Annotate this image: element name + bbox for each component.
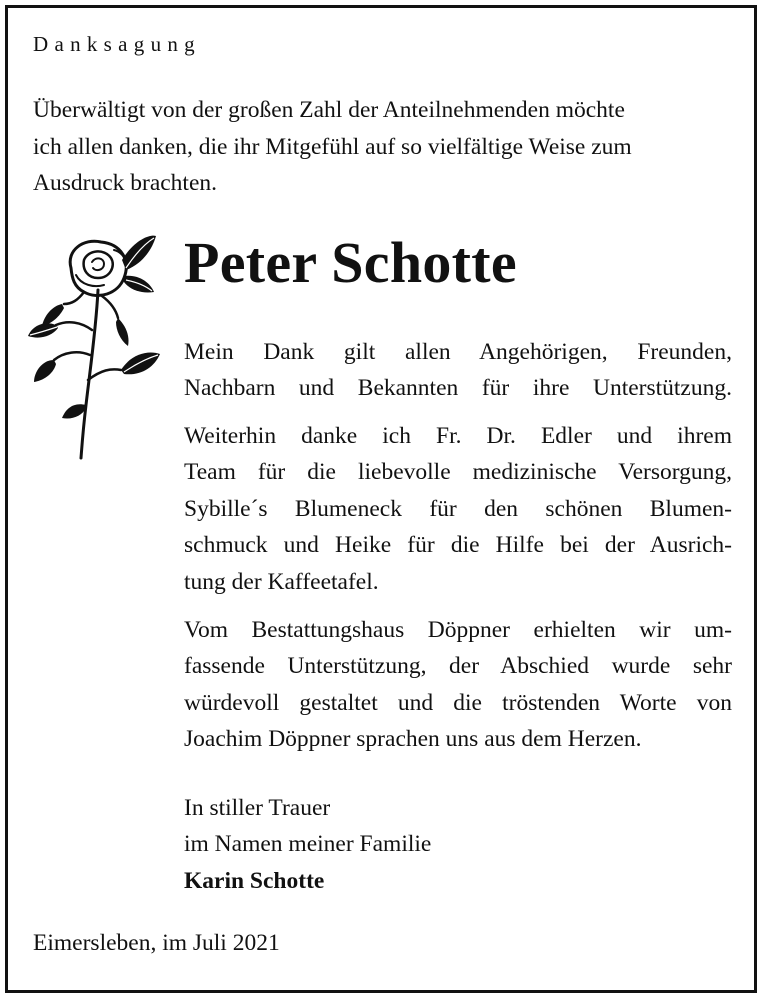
deceased-name: Peter Schotte xyxy=(184,230,517,295)
signatory-name: Karin Schotte xyxy=(184,867,325,894)
thanks-paragraph-2 xyxy=(184,418,732,600)
paragraph-line: Nachbarn und Bekannten für ihre Unterstützung. xyxy=(184,375,732,402)
thanks-paragraph-3 xyxy=(184,612,732,758)
paragraph-line: Mein Dank gilt allen Angehörigen, Freunden, xyxy=(184,339,732,365)
paragraph-line: Sybille´s Blumeneck für den schönen Blumen- xyxy=(184,495,732,522)
paragraph-line: schmuck und Heike für die Hilfe bei der Ausrich- xyxy=(184,532,732,559)
intro-line: Überwältigt von der großen Zahl der Anteilnehmenden möchte xyxy=(33,97,625,123)
paragraph-line: Vom Bestattungshaus Döppner erhielten wir um- xyxy=(184,617,732,643)
paragraph-line: tung der Kaffeetafel. xyxy=(184,568,379,595)
closing-line: In stiller Trauer xyxy=(184,795,331,821)
paragraph-line: würdevoll gestaltet und die tröstenden Worte von xyxy=(184,689,732,716)
paragraph-line: fassende Unterstützung, der Abschied wurde sehr xyxy=(184,653,732,680)
paragraph-line: Team für die liebevolle medizinische Versorgung, xyxy=(184,459,732,486)
intro-text xyxy=(33,92,733,202)
paragraph-line: Joachim Döppner sprachen uns aus dem Herzen. xyxy=(184,726,642,753)
place-date: Eimersleben, im Juli 2021 xyxy=(33,930,280,956)
notice-heading: Danksagung xyxy=(33,32,201,56)
thanks-paragraph-1 xyxy=(184,334,732,407)
closing-line: im Namen meiner Familie xyxy=(184,831,432,858)
paragraph-line: Weiterhin danke ich Fr. Dr. Edler und ihrem xyxy=(184,423,732,449)
closing-block xyxy=(184,790,431,899)
intro-line: ich allen danken, die ihr Mitgefühl auf so vielfältige Weise zum xyxy=(33,133,632,160)
rose-icon xyxy=(26,230,162,462)
intro-line: Ausdruck brachten. xyxy=(33,170,218,196)
